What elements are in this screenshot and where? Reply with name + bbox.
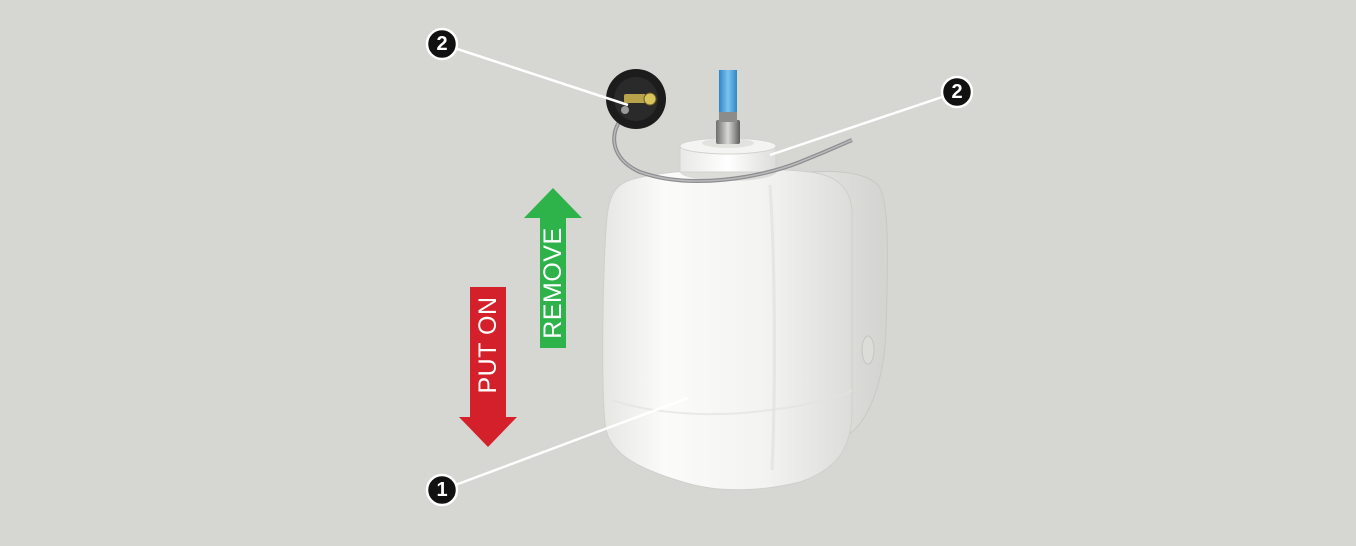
callout-line-cap xyxy=(770,92,957,155)
callout-number-connector: 2 xyxy=(436,33,448,55)
put-on-label: PUT ON xyxy=(474,296,502,394)
water-tube xyxy=(719,70,737,112)
hose-fitting xyxy=(716,110,740,144)
callout-line-connector xyxy=(442,44,628,105)
tank-body xyxy=(603,169,852,490)
cable-connector xyxy=(606,69,666,129)
remove-label: REMOVE xyxy=(539,227,567,339)
callout-number-tank: 1 xyxy=(436,479,448,501)
callout-number-cap: 2 xyxy=(951,81,963,103)
